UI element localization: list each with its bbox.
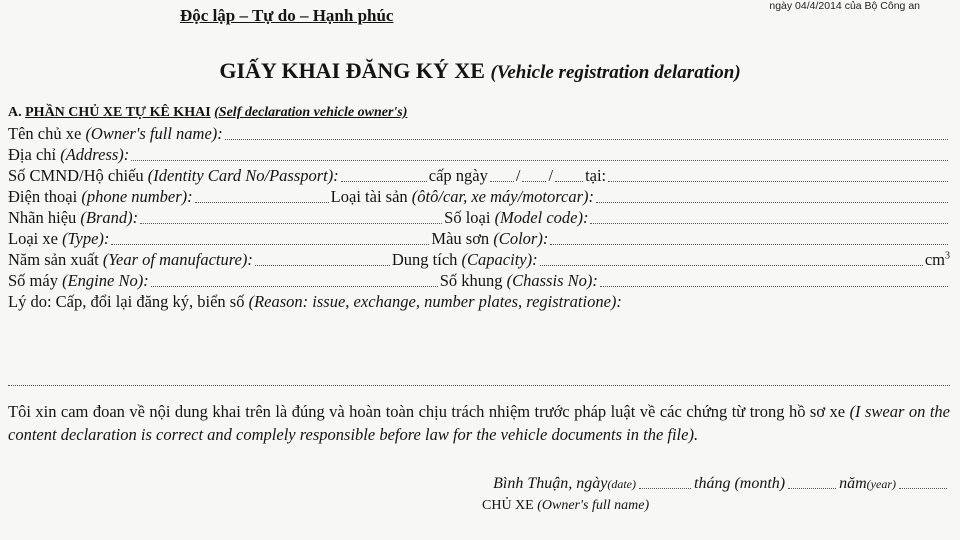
form-title-main: GIẤY KHAI ĐĂNG KÝ XE: [219, 58, 485, 83]
brand-label: Nhãn hiệu (Brand):: [8, 208, 139, 227]
address-label: Địa chỉ (Address):: [8, 145, 130, 164]
form-title-sub: (Vehicle registration delaration): [490, 62, 741, 83]
section-a-title-en: (Self declaration vehicle owner's): [214, 105, 408, 120]
national-motto: Độc lập – Tự do – Hạnh phúc: [180, 6, 394, 25]
address-field[interactable]: [131, 160, 948, 161]
signature-date-en: (date): [607, 477, 636, 491]
decree-note: ngày 04/4/2014 của Bộ Công an: [769, 0, 920, 12]
signature-date-line: [493, 475, 950, 493]
brand-field[interactable]: [140, 223, 442, 224]
oath-vi: Tôi xin cam đoan về nội dung khai trên là đúng và hoàn toàn chịu trách nhiệm trước pháp luật về các chứng từ trong hồ sơ xe: [8, 402, 850, 421]
signature-day-field[interactable]: [639, 488, 691, 489]
issue-year-field[interactable]: [555, 181, 583, 182]
phone-label: Điện thoại (phone number):: [8, 187, 193, 206]
year-label: Năm sản xuất (Year of manufacture):: [8, 250, 253, 269]
signature-month-label: tháng (month): [694, 475, 786, 492]
signature-place: Bình Thuận, ngày: [493, 475, 608, 492]
issue-date-label: cấp ngày: [428, 166, 488, 185]
row-brand-model: [8, 208, 950, 229]
id-card-label: Số CMND/Hộ chiếu (Identity Card No/Passport):: [8, 166, 339, 185]
model-code-field[interactable]: [590, 223, 948, 224]
type-field[interactable]: [111, 244, 429, 245]
owner-name-label: Tên chủ xe (Owner's full name):: [8, 124, 223, 143]
engine-field[interactable]: [151, 286, 438, 287]
issue-place-label: tại:: [585, 166, 607, 185]
row-year-capacity: [8, 250, 950, 271]
chassis-field[interactable]: [600, 286, 948, 287]
row-owner-name: [8, 124, 950, 145]
section-a-label: A.: [8, 105, 26, 120]
oath-en: (I swear on the content declaration is correct and complely responsible before law for the vehicle documents in the file).: [8, 402, 950, 444]
capacity-unit: $cm^3$: [924, 250, 950, 269]
row-reason: [8, 292, 950, 313]
issue-date-slash-1: /: [515, 166, 521, 185]
owner-name-field[interactable]: [225, 139, 948, 140]
issue-day-field[interactable]: [490, 181, 514, 182]
form-fields: [8, 124, 950, 313]
capacity-label: Dung tích (Capacity):: [391, 250, 538, 269]
owner-signature-heading: CHỦ XE (Owner's full name): [482, 498, 650, 513]
engine-label: Số máy (Engine No):: [8, 271, 149, 290]
asset-type-field[interactable]: [596, 202, 948, 203]
row-phone-asset: [8, 187, 950, 208]
signature-year-en: (year): [866, 477, 896, 491]
issue-date-slash-2: /: [548, 166, 554, 185]
asset-type-label: Loại tài sản (ôtô/car, xe máy/motorcar):: [330, 187, 594, 206]
model-code-label: Số loại (Model code):: [444, 208, 589, 227]
row-type-color: [8, 229, 950, 250]
chassis-label: Số khung (Chassis No):: [439, 271, 598, 290]
row-id-card: [8, 166, 950, 187]
issue-place-field[interactable]: [608, 181, 948, 182]
id-card-field[interactable]: [341, 181, 427, 182]
section-a-heading: [8, 105, 407, 121]
signature-month-field[interactable]: [788, 488, 836, 489]
oath-statement: [8, 400, 950, 446]
reason-label: Lý do: Cấp, đổi lại đăng ký, biển số (Reason: issue, exchange, number plates, registratione):: [8, 292, 622, 311]
signature-year-label: năm: [839, 475, 867, 492]
reason-field[interactable]: [8, 385, 950, 386]
signature-year-field[interactable]: [899, 488, 947, 489]
type-label: Loại xe (Type):: [8, 229, 110, 248]
capacity-field[interactable]: [540, 265, 923, 266]
color-label: Màu sơn (Color):: [431, 229, 549, 248]
issue-month-field[interactable]: [522, 181, 546, 182]
row-engine-chassis: [8, 271, 950, 292]
form-title: [0, 58, 960, 84]
year-field[interactable]: [255, 265, 390, 266]
phone-field[interactable]: [195, 202, 329, 203]
color-field[interactable]: [550, 244, 948, 245]
row-address: [8, 145, 950, 166]
section-a-title: PHẦN CHỦ XE TỰ KÊ KHAI: [25, 105, 211, 120]
